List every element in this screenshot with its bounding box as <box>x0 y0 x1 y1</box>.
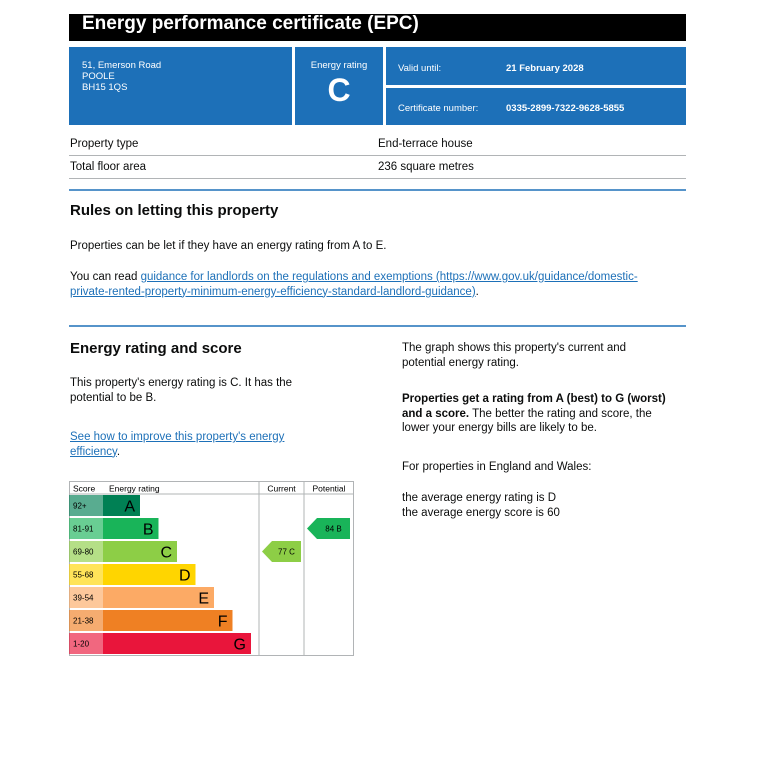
page-title: Energy performance certificate (EPC) <box>82 13 419 34</box>
graph-description-line-1: The graph shows this property's current and <box>402 342 627 354</box>
letting-p2-prefix: You can read <box>70 271 141 283</box>
landlord-guidance-link-line-2: private-rented-property-minimum-energy-efficiency-standard-landlord-guidance) <box>70 285 476 298</box>
energy-rating-letter: C <box>327 72 351 108</box>
rating-explanation <box>402 392 666 436</box>
graph-description-line-2: potential energy rating. <box>402 356 519 369</box>
letting-p2-suffix: . <box>475 285 479 298</box>
letting-paragraph-1: Properties can be let if they have an energy rating from A to E. <box>70 240 387 252</box>
band-range-label: 92+ <box>73 501 87 511</box>
floor-area-value: 236 square metres <box>378 161 474 173</box>
band-range-label: 39-54 <box>73 593 94 603</box>
band-range-label: 81-91 <box>73 524 94 534</box>
score-paragraph <box>70 376 292 405</box>
property-type-value: End-terrace house <box>378 138 473 150</box>
property-type-label: Property type <box>70 138 139 150</box>
band-letter-label: B <box>142 521 154 539</box>
address-line-2: POOLE <box>82 71 115 82</box>
energy-rating-chart <box>69 481 354 656</box>
band-bar <box>103 633 251 654</box>
address-line-1: 51, Emerson Road <box>82 60 162 71</box>
floor-area-row <box>69 156 686 179</box>
average-score-line: the average energy score is 60 <box>402 506 560 519</box>
band-range-label: 69-80 <box>73 547 94 557</box>
rating-explanation-bold-2: and a score. <box>402 407 470 420</box>
energy-rating-graph <box>69 481 354 656</box>
chart-header-potential: Potential <box>312 483 346 494</box>
score-p1-line-1: This property's energy rating is C. It has the <box>70 377 293 389</box>
floor-area-label: Total floor area <box>70 161 147 173</box>
page-title-bar <box>69 14 686 41</box>
address-panel <box>69 47 292 125</box>
chart-header-score: Score <box>73 483 96 494</box>
certificate-number-panel <box>386 88 686 125</box>
band-range-label: 21-38 <box>73 616 94 626</box>
landlord-guidance-link[interactable] <box>70 271 638 298</box>
band-letter-label: G <box>233 636 246 654</box>
improve-link-line-1: See how to improve this property's energy <box>70 431 285 443</box>
landlord-guidance-link-line-1: guidance for landlords on the regulations and exemptions (https://www.gov.uk/guidance/domestic- <box>140 271 638 283</box>
letting-heading: Rules on letting this property <box>70 202 279 219</box>
band-letter-label: C <box>160 544 172 562</box>
band-bar <box>103 610 233 631</box>
band-letter-label: E <box>198 590 209 608</box>
band-letter-label: A <box>124 498 135 516</box>
score-p1-line-2: potential to be B. <box>70 391 157 404</box>
improve-efficiency-link[interactable] <box>70 431 284 458</box>
rating-explanation-line-3: lower your energy bills are likely to be. <box>402 422 597 434</box>
chart-header-current: Current <box>267 483 296 494</box>
band-letter-label: F <box>217 613 228 631</box>
current-rating-label: 77 C <box>278 547 295 557</box>
improve-link-line-2: efficiency <box>70 445 117 458</box>
valid-until-label: Valid until: <box>398 63 442 74</box>
section-divider <box>69 189 686 191</box>
graph-description <box>402 341 626 370</box>
energy-rating-label: Energy rating <box>310 60 368 71</box>
band-letter-label: D <box>178 567 191 585</box>
property-type-row <box>69 133 686 156</box>
average-rating-line: the average energy rating is D <box>402 492 557 504</box>
certificate-number-value: 0335-2899-7322-9628-5855 <box>506 103 625 114</box>
letting-paragraph-2 <box>70 270 685 299</box>
rating-explanation-rest: The better the rating and score, the <box>469 407 652 420</box>
valid-until-value: 21 February 2028 <box>506 63 584 74</box>
valid-until-panel <box>386 47 686 85</box>
address-line-3: BH15 1QS <box>82 82 128 93</box>
score-heading: Energy rating and score <box>70 340 242 357</box>
chart-header-rating: Energy rating <box>109 483 160 494</box>
improve-efficiency-paragraph <box>70 430 284 459</box>
average-ratings <box>402 491 560 520</box>
band-range-label: 55-68 <box>73 570 94 580</box>
section-divider <box>69 325 686 327</box>
england-wales-label: For properties in England and Wales: <box>402 461 592 473</box>
certificate-number-label: Certificate number: <box>398 103 479 114</box>
energy-rating-panel <box>295 47 383 125</box>
rating-explanation-bold-1: Properties get a rating from A (best) to G (worst) <box>402 393 666 405</box>
potential-rating-label: 84 B <box>325 524 342 534</box>
improve-link-suffix: . <box>116 445 121 458</box>
band-range-label: 1-20 <box>73 639 90 649</box>
